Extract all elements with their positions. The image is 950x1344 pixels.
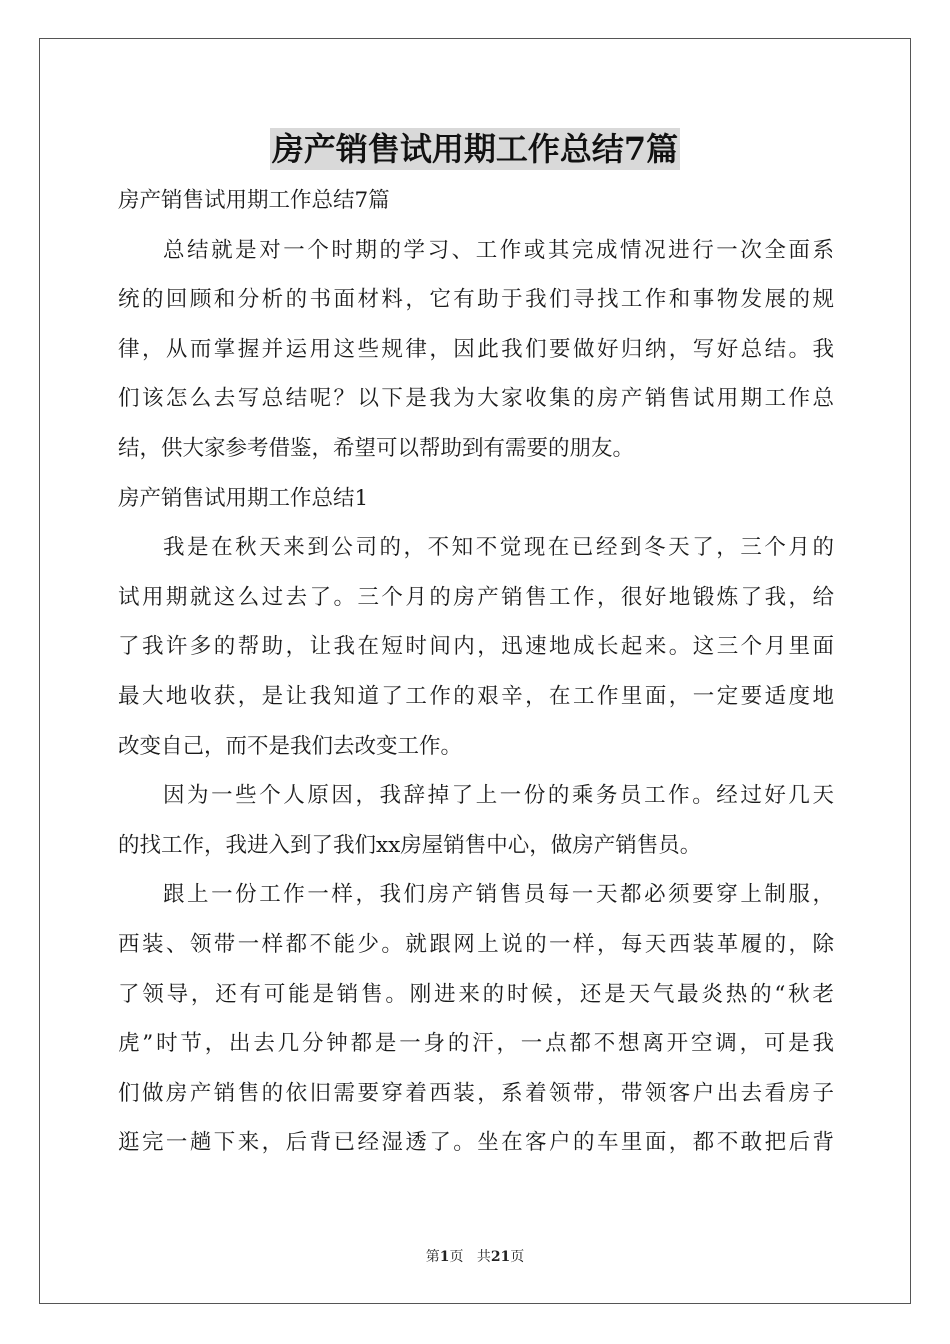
paragraph-line: 我是在秋天来到公司的，不知不觉现在已经到冬天了，三个月的 [163,535,834,561]
document-body [118,176,834,1168]
paragraph-line: 虎”时节，出去几分钟都是一身的汗，一点都不想离开空调，可是我 [118,1031,834,1057]
paragraph-line: 试用期就这么过去了。三个月的房产销售工作，很好地锻炼了我，给 [118,584,834,610]
paragraph-line: 统的回顾和分析的书面材料，它有助于我们寻找工作和事物发展的规 [118,287,834,313]
paragraph-line: 了我许多的帮助，让我在短时间内，迅速地成长起来。这三个月里面 [118,634,834,660]
total-prefix: 共 [476,1249,491,1265]
page-suffix: 页 [449,1249,464,1265]
paragraph-line: 最大地收获，是让我知道了工作的艰辛，在工作里面，一定要适度地 [118,683,834,709]
paragraph-line: 西装、领带一样都不能少。就跟网上说的一样，每天西装革履的，除 [118,931,834,957]
total-suffix: 页 [510,1249,525,1265]
paragraph-line: 改变自己，而不是我们去改变工作。 [118,733,463,759]
paragraph-line: 总结就是对一个时期的学习、工作或其完成情况进行一次全面系 [163,237,834,263]
paragraph-line: 的找工作，我进入到了我们xx房屋销售中心，做房产销售员。 [118,832,702,858]
paragraph-line: 律，从而掌握并运用这些规律，因此我们要做好归纳，写好总结。我 [118,336,834,362]
paragraph-line: 们该怎么去写总结呢？以下是我为大家收集的房产销售试用期工作总 [118,386,834,412]
subtitle-line: 房产销售试用期工作总结7篇 [118,188,390,213]
title-container [0,128,950,170]
paragraph-line: 结，供大家参考借鉴，希望可以帮助到有需要的朋友。 [118,435,635,461]
page-number: 1 [439,1249,450,1265]
document-title: 房产销售试用期工作总结7篇 [271,130,679,168]
paragraph-line: 因为一些个人原因，我辞掉了上一份的乘务员工作。经过好几天 [163,783,834,809]
total-pages: 21 [490,1249,511,1265]
paragraph-line: 跟上一份工作一样，我们房产销售员每一天都必须要穿上制服， [163,882,834,908]
page-footer [0,1246,950,1266]
paragraph-line: 们做房产销售的依旧需要穿着西装，系着领带，带领客户出去看房子 [118,1080,834,1106]
paragraph-line: 逛完一趟下来，后背已经湿透了。坐在客户的车里面，都不敢把后背 [118,1130,834,1156]
paragraph-line: 了领导，还有可能是销售。刚进来的时候，还是天气最炎热的“秋老 [118,981,834,1007]
page-prefix: 第 [425,1249,440,1265]
section-heading: 房产销售试用期工作总结1 [118,485,369,511]
